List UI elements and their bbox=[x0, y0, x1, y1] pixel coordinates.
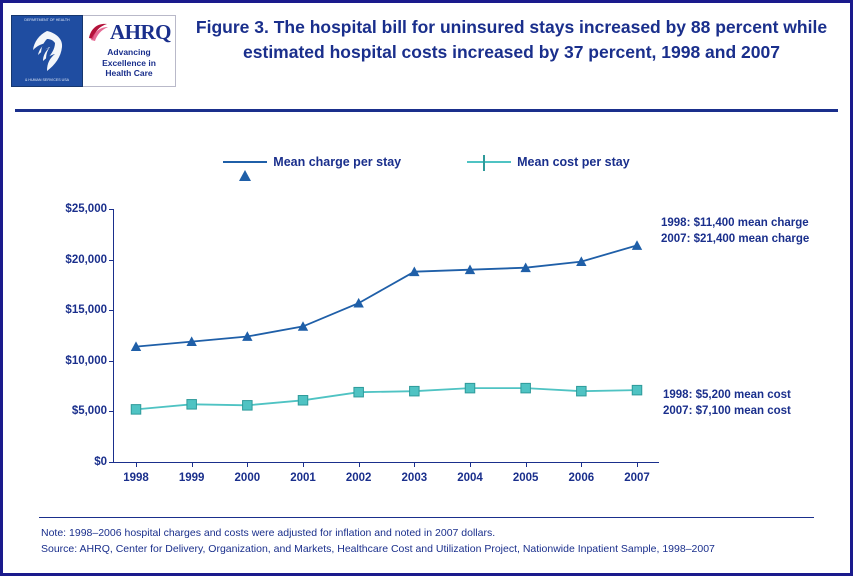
data-point-marker bbox=[521, 383, 531, 393]
ahrq-logo bbox=[83, 15, 176, 87]
data-point-marker bbox=[577, 386, 587, 396]
annotation-charge bbox=[661, 215, 809, 247]
data-point-marker bbox=[465, 383, 475, 393]
x-axis-tick-mark bbox=[470, 462, 471, 467]
hhs-seal-bottom-text: & HUMAN SERVICES USA bbox=[24, 78, 70, 82]
footnote-divider bbox=[39, 517, 814, 518]
legend-swatch-charge bbox=[223, 155, 267, 169]
chart-plot-area bbox=[65, 203, 659, 484]
hhs-eagle-icon bbox=[25, 27, 69, 75]
data-point-marker bbox=[243, 401, 253, 411]
data-point-marker bbox=[632, 240, 642, 250]
legend-item-cost bbox=[467, 155, 630, 169]
data-point-marker bbox=[632, 385, 642, 395]
annotation-cost-line1: 1998: $5,200 mean cost bbox=[663, 389, 791, 401]
figure-title: Figure 3. The hospital bill for uninsured stays increased by 88 percent while estimated hospital costs increased by 37 percent, 1998 and 2007 bbox=[195, 17, 828, 62]
y-axis-tick-mark bbox=[109, 411, 114, 412]
data-point-marker bbox=[410, 386, 420, 396]
x-axis-tick-mark bbox=[136, 462, 137, 467]
legend-label-cost: Mean cost per stay bbox=[517, 155, 630, 169]
chart-legend bbox=[3, 155, 850, 169]
square-marker-icon bbox=[483, 155, 485, 171]
chart-series-layer bbox=[114, 209, 659, 462]
y-axis-tick-label: $20,000 bbox=[65, 253, 107, 266]
ahrq-tagline-line2: Excellence in bbox=[102, 57, 156, 68]
x-axis-tick-mark bbox=[359, 462, 360, 467]
y-axis-tick-label: $25,000 bbox=[65, 203, 107, 215]
agency-logo bbox=[11, 15, 171, 87]
series-line-cost bbox=[136, 388, 637, 409]
y-axis-tick-label: $5,000 bbox=[71, 405, 107, 418]
x-axis-tick-mark bbox=[526, 462, 527, 467]
y-axis-tick-mark bbox=[109, 310, 114, 311]
x-axis-tick-label: 2005 bbox=[512, 472, 539, 484]
data-point-marker bbox=[187, 400, 197, 410]
data-point-marker bbox=[354, 387, 364, 397]
annotation-cost-line2: 2007: $7,100 mean cost bbox=[663, 405, 791, 417]
y-axis-tick-label: $15,000 bbox=[65, 304, 107, 317]
x-axis-tick-label: 2000 bbox=[234, 472, 261, 484]
x-axis-tick-mark bbox=[303, 462, 304, 467]
series-line-charge bbox=[136, 245, 637, 346]
y-axis-tick-label: $10,000 bbox=[65, 354, 107, 367]
triangle-marker-icon bbox=[239, 156, 251, 181]
x-axis-tick-mark bbox=[414, 462, 415, 467]
legend-item-charge bbox=[223, 155, 401, 169]
x-axis-tick-mark bbox=[247, 462, 248, 467]
footnote-source: Source: AHRQ, Center for Delivery, Organization, and Markets, Healthcare Cost and Utilization Project, Nationwide Inpatient Sample, 1998–2007 bbox=[41, 543, 715, 555]
hhs-seal-icon bbox=[11, 15, 83, 87]
x-axis-tick-label: 2003 bbox=[401, 472, 428, 484]
ahrq-swoosh-icon bbox=[87, 21, 109, 43]
x-axis-tick-label: 1999 bbox=[178, 472, 205, 484]
figure-header bbox=[3, 3, 850, 107]
header-divider bbox=[15, 109, 838, 112]
legend-label-charge: Mean charge per stay bbox=[273, 155, 402, 169]
data-point-marker bbox=[353, 298, 363, 308]
x-axis-tick-label: 2004 bbox=[457, 472, 483, 484]
x-axis-tick-label: 2001 bbox=[290, 472, 316, 484]
y-axis-tick-mark bbox=[109, 361, 114, 362]
y-axis-tick-mark bbox=[109, 260, 114, 261]
data-point-marker bbox=[298, 396, 308, 406]
x-axis-tick-mark bbox=[192, 462, 193, 467]
ahrq-tagline bbox=[102, 47, 156, 79]
y-axis-tick-mark bbox=[109, 209, 114, 210]
x-axis-tick-label: 2006 bbox=[568, 472, 595, 484]
ahrq-tagline-line1: Advancing bbox=[107, 47, 151, 57]
x-axis-tick-mark bbox=[637, 462, 638, 467]
ahrq-wordmark bbox=[87, 19, 171, 45]
y-axis-tick-label: $0 bbox=[94, 456, 107, 468]
annotation-cost bbox=[663, 387, 791, 419]
data-point-marker bbox=[298, 321, 308, 331]
x-axis-tick-label: 2002 bbox=[345, 472, 372, 484]
x-axis-tick-label: 2007 bbox=[624, 472, 650, 484]
footnote-note: Note: 1998–2006 hospital charges and costs were adjusted for inflation and noted in 2007 dollars. bbox=[41, 527, 496, 539]
legend-swatch-cost bbox=[467, 155, 511, 169]
x-axis-tick-label: 1998 bbox=[123, 472, 149, 484]
annotation-charge-line2: 2007: $21,400 mean charge bbox=[661, 233, 810, 245]
ahrq-tagline-line3: Health Care bbox=[105, 68, 153, 78]
y-axis-tick-mark bbox=[109, 462, 114, 463]
ahrq-wordmark-text: AHRQ bbox=[110, 20, 171, 44]
x-axis-tick-mark bbox=[581, 462, 582, 467]
annotation-charge-line1: 1998: $11,400 mean charge bbox=[661, 217, 809, 229]
hhs-seal-top-text: DEPARTMENT OF HEALTH bbox=[24, 18, 70, 22]
footnotes bbox=[41, 525, 715, 557]
data-point-marker bbox=[131, 405, 141, 415]
